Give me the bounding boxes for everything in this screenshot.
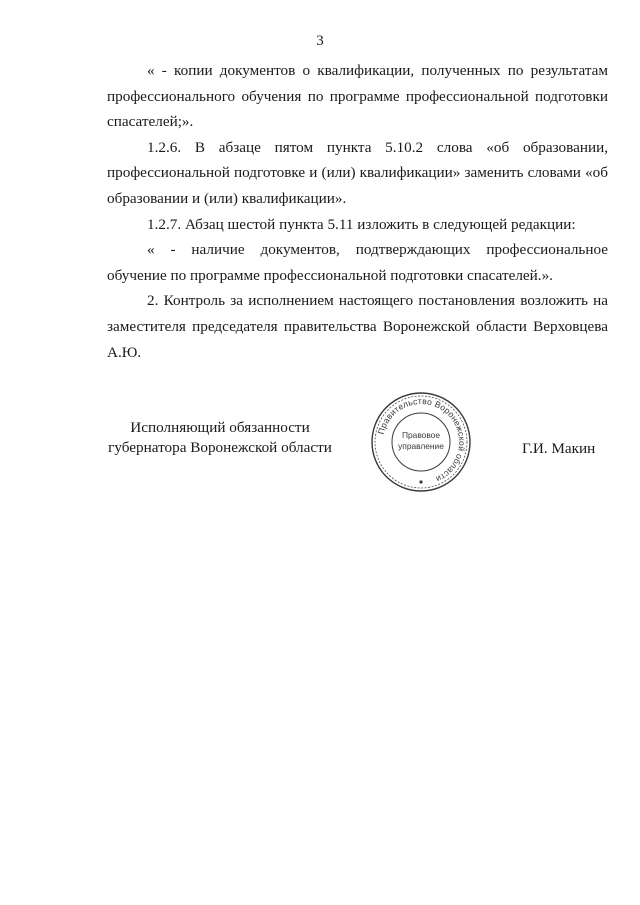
paragraph-documents-confirming: « - наличие документов, подтверждающих профессиональное обучение по программе профессиональной подготовки спасателей.». bbox=[107, 241, 608, 284]
page-number: 3 bbox=[316, 33, 324, 49]
paragraph-1-2-6: 1.2.6. В абзаце пятом пункта 5.10.2 слова «об образовании, профессиональной подготовке и (или) квалификации» заменить словами «об образовании и (или) квалификации». bbox=[107, 138, 608, 207]
seal-inner-line2: управление bbox=[398, 441, 444, 451]
paragraph-control: 2. Контроль за исполнением настоящего постановления возложить на заместителя председателя правительства Воронежской области Верховцева А.Ю. bbox=[107, 292, 608, 361]
signer-title bbox=[100, 418, 340, 458]
signer-name: Г.И. Макин bbox=[522, 440, 596, 457]
signature-block bbox=[0, 395, 640, 510]
signer-title-line2: губернатора Воронежской области bbox=[108, 439, 332, 456]
signer-title-line1: Исполняющий обязанности bbox=[130, 419, 310, 436]
official-seal-stamp bbox=[369, 390, 473, 494]
document-body bbox=[107, 58, 608, 365]
paragraph-copies-of-qualification: « - копии документов о квалификации, полученных по результатам профессионального обучения по программе профессиональной подготовки спасателей;». bbox=[107, 62, 608, 131]
seal-inner-line1: Правовое bbox=[401, 430, 441, 440]
seal-outer-text: Правительство Воронежской области bbox=[375, 395, 468, 485]
paragraph-1-2-7: 1.2.7. Абзац шестой пункта 5.11 изложить в следующей редакции: bbox=[147, 215, 576, 233]
